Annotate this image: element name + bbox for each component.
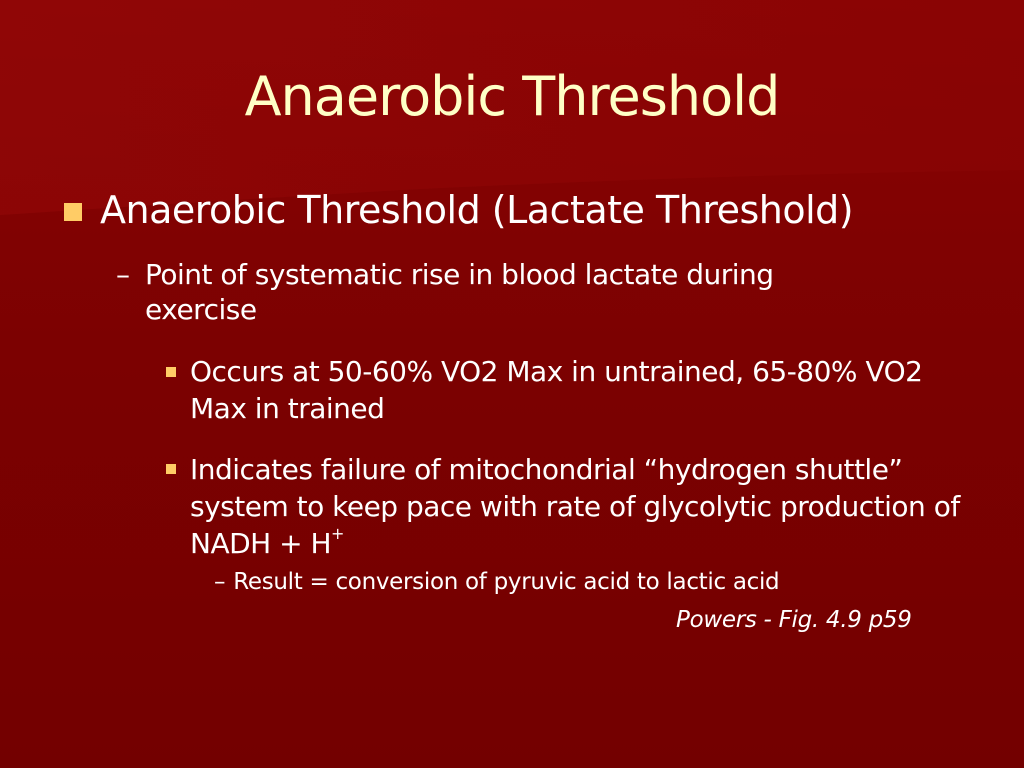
square-bullet-icon	[64, 203, 82, 221]
small-square-bullet-icon	[166, 464, 176, 474]
bullet-level3-item	[190, 451, 980, 566]
dash-bullet-icon: –	[214, 569, 226, 595]
bullet-level3-item: Occurs at 50-60% VO2 Max in untrained, 65-80% VO2 Max in trained	[190, 355, 923, 425]
small-square-bullet-icon	[166, 367, 176, 377]
bullet-level4-text: Result = conversion of pyruvic acid to lactic acid	[233, 569, 780, 595]
bullet-level4	[214, 567, 779, 597]
bullet-level1: Anaerobic Threshold (Lactate Threshold)	[100, 188, 854, 232]
dash-bullet-icon: –	[116, 258, 130, 291]
reference-citation: Powers - Fig. 4.9 p59	[676, 607, 912, 633]
bullet-level3-text: Indicates failure of mitochondrial “hydrogen shuttle” system to keep pace with rate of glycolytic production of NADH + H	[190, 453, 960, 560]
slide-title: Anaerobic Threshold	[244, 65, 780, 128]
superscript-plus: +	[331, 524, 344, 543]
bullet-level2-text: Point of systematic rise in blood lactate during exercise	[145, 258, 774, 326]
